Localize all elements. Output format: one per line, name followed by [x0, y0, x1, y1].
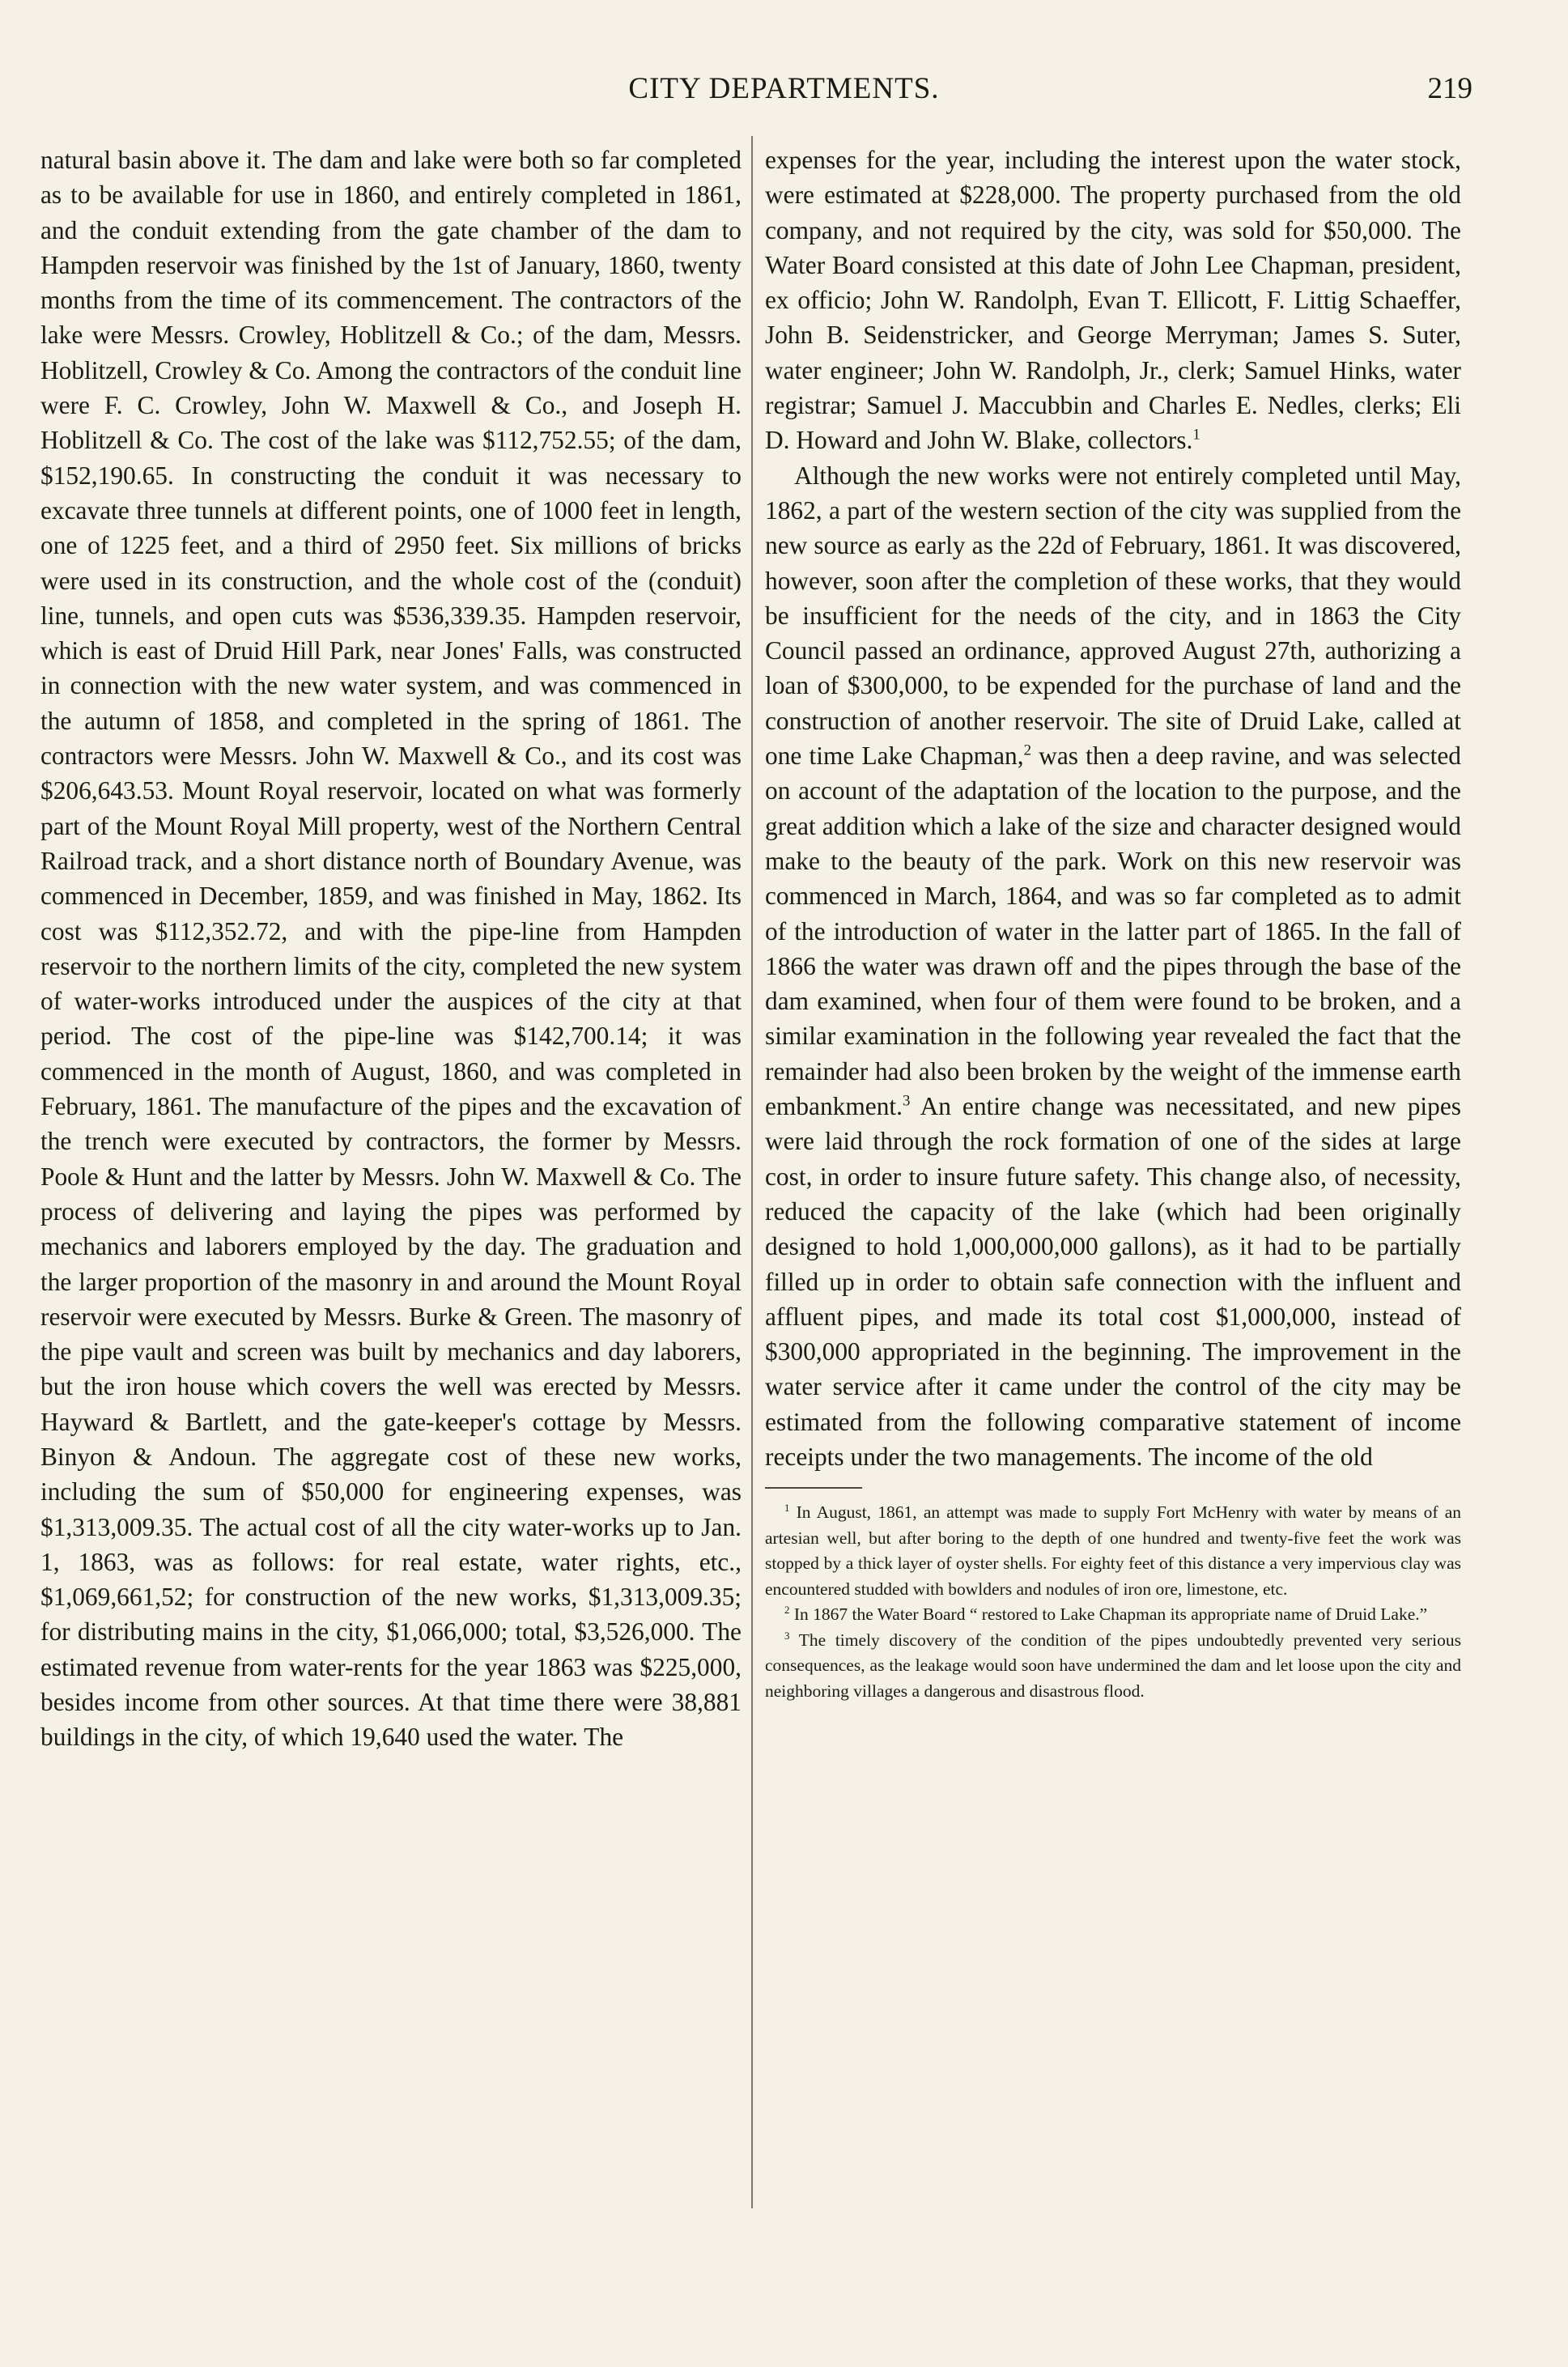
- page-header: [0, 71, 1568, 112]
- footnote-1-text: In August, 1861, an attempt was made to supply Fort McHenry with water by means of an artesian well, but after boring to the depth of one hundred and twenty-five feet the work was stopped by a thick layer of oyster shells. For eighty feet of this distance a very impervious clay was encountered studded with bowlders and nodules of iron ore, limestone, etc.: [765, 1502, 1461, 1599]
- footnote-mark-1: 1: [784, 1502, 790, 1515]
- page-number: 219: [1427, 72, 1472, 105]
- left-column-text: natural basin above it. The dam and lake were both so far completed as to be available for use in 1860, and entirely completed in 1861, and the conduit extending from the gate chamber of the dam to Hampden reservoir was finished by the 1st of January, 1860, twenty months from the time of its commencement. The contractors of the lake were Messrs. Crowley, Hoblitzell & Co.; of the dam, Messrs. Hoblitzell, Crowley & Co. Among the contractors of the conduit line were F. C. Crowley, John W. Maxwell & Co., and Joseph H. Hoblitzell & Co. The cost of the lake was $112,752.55; of the dam, $152,190.65. In constructing the conduit it was necessary to excavate three tunnels at different points, one of 1000 feet in length, one of 1225 feet, and a third of 2950 feet. Six millions of bricks were used in its construction, and the whole cost of the (conduit) line, tunnels, and open cuts was $536,339.35. Hampden reservoir, which is east of Druid Hill Park, near Jones' Falls, was constructed in connection with the new water system, and was commenced in the autumn of 1858, and completed in the spring of 1861. The contractors were Messrs. John W. Maxwell & Co., and its cost was $206,643.53. Mount Royal reservoir, located on what was formerly part of the Mount Royal Mill property, west of the Northern Central Railroad track, and a short distance north of Boundary Avenue, was commenced in December, 1859, and was finished in May, 1862. Its cost was $112,352.72, and with the pipe-line from Hampden reservoir to the northern limits of the city, completed the new system of water-works introduced under the auspices of the city at that period. The cost of the pipe-line was $142,700.14; it was commenced in the month of August, 1860, and was completed in February, 1861. The manufacture of the pipes and the excavation of the trench were executed by contractors, the former by Messrs. Poole & Hunt and the latter by Messrs. John W. Maxwell & Co. The process of delivering and laying the pipes was performed by mechanics and laborers employed by the day. The graduation and the larger proportion of the masonry in and around the Mount Royal reservoir were executed by Messrs. Burke & Green. The masonry of the pipe vault and screen was built by mechanics and day laborers, but the iron house which covers the well was erected by Messrs. Hayward & Bartlett, and the gate-keeper's cottage by Messrs. Binyon & Andoun. The aggregate cost of these new works, including the sum of $50,000 for engineering expenses, was $1,313,009.35. The actual cost of all the city water-works up to Jan. 1, 1863, was as follows: for real estate, water rights, etc., $1,069,661,52; for construction of the new works, $1,313,009.35; for distributing mains in the city, $1,066,000; total, $3,526,000. The estimated revenue from water-rents for the year 1863 was $225,000, besides income from other sources. At that time there were 38,881 buildings in the city, of which 19,640 used the water. The: [40, 146, 742, 1752]
- column-divider: [751, 136, 753, 2208]
- right-paragraph-1: [765, 142, 1461, 458]
- right-paragraph-2: [765, 458, 1461, 1475]
- footnote-ref-2: 2: [1023, 742, 1031, 759]
- footnotes: [765, 1500, 1461, 1704]
- right-paragraph-2-text-c: An entire change was necessitated, and new pipes were laid through the rock formation of one of the sides at large cost, in order to insure future safety. This change also, of necessity, reduced the capacity of the lake (which had been originally designed to hold 1,000,000,000 gallons), as it had to be partially filled up in order to obtain safe connection with the influent and affluent pipes, and made its total cost $1,000,000, instead of $300,000 appropriated in the beginning. The improvement in the water service after it came under the control of the city may be estimated from the following comparative statement of income receipts under the two managements. The income of the old: [765, 1092, 1461, 1471]
- footnote-mark-3: 3: [784, 1630, 790, 1642]
- running-title: CITY DEPARTMENTS.: [628, 72, 940, 105]
- right-paragraph-1-text: expenses for the year, including the interest upon the water stock, were estimated at $228,000. The property purchased from the old company, and not required by the city, was sold for $50,000. The Water Board consisted at this date of John Lee Chapman, president, ex officio; John W. Randolph, Evan T. Ellicott, F. Littig Schaeffer, John B. Seidenstricker, and George Merryman; James S. Suter, water engineer; John W. Randolph, Jr., clerk; Samuel Hinks, water registrar; Samuel J. Maccubbin and Charles E. Nedles, clerks; Eli D. Howard and John W. Blake, collectors.: [765, 146, 1461, 455]
- footnote-1: [765, 1500, 1461, 1602]
- right-paragraph-2-text-b: was then a deep ravine, and was selected on account of the adaptation of the location to the purpose, and the great addition which a lake of the size and character designed would make to the beauty of the park. Work on this new reservoir was commenced in March, 1864, and was so far completed as to admit of the introduction of water in the latter part of 1865. In the fall of 1866 the water was drawn off and the pipes through the base of the dam examined, when four of them were found to be broken, and a similar examination in the following year revealed the fact that the remainder had also been broken by the weight of the immense earth embankment.: [765, 742, 1461, 1121]
- left-column: [40, 142, 742, 2231]
- footnote-ref-3: 3: [902, 1092, 911, 1110]
- right-column: [765, 142, 1461, 2191]
- footnote-mark-2: 2: [784, 1604, 790, 1617]
- footnote-3-text: The timely discovery of the condition of the pipes undoubtedly prevented very serious consequences, as the leakage would soon have undermined the dam and let loose upon the city and neighboring villages a dangerous and disastrous flood.: [765, 1630, 1461, 1701]
- footnote-ref-1: 1: [1192, 426, 1200, 444]
- footnote-2-text: In 1867 the Water Board “ restored to Lake Chapman its appropriate name of Druid Lake.”: [789, 1604, 1428, 1625]
- footnote-2: [765, 1602, 1461, 1628]
- footnote-3: [765, 1628, 1461, 1705]
- footnote-rule: [765, 1487, 862, 1489]
- right-paragraph-2-text-a: Although the new works were not entirely completed until May, 1862, a part of the western section of the city was supplied from the new source as early as the 22d of February, 1861. It was discovered, however, soon after the completion of these works, that they would be insufficient for the needs of the city, and in 1863 the City Council passed an ordinance, approved August 27th, authorizing a loan of $300,000, to be expended for the purchase of land and the construction of another reservoir. The site of Druid Lake, called at one time Lake Chapman,: [765, 461, 1461, 771]
